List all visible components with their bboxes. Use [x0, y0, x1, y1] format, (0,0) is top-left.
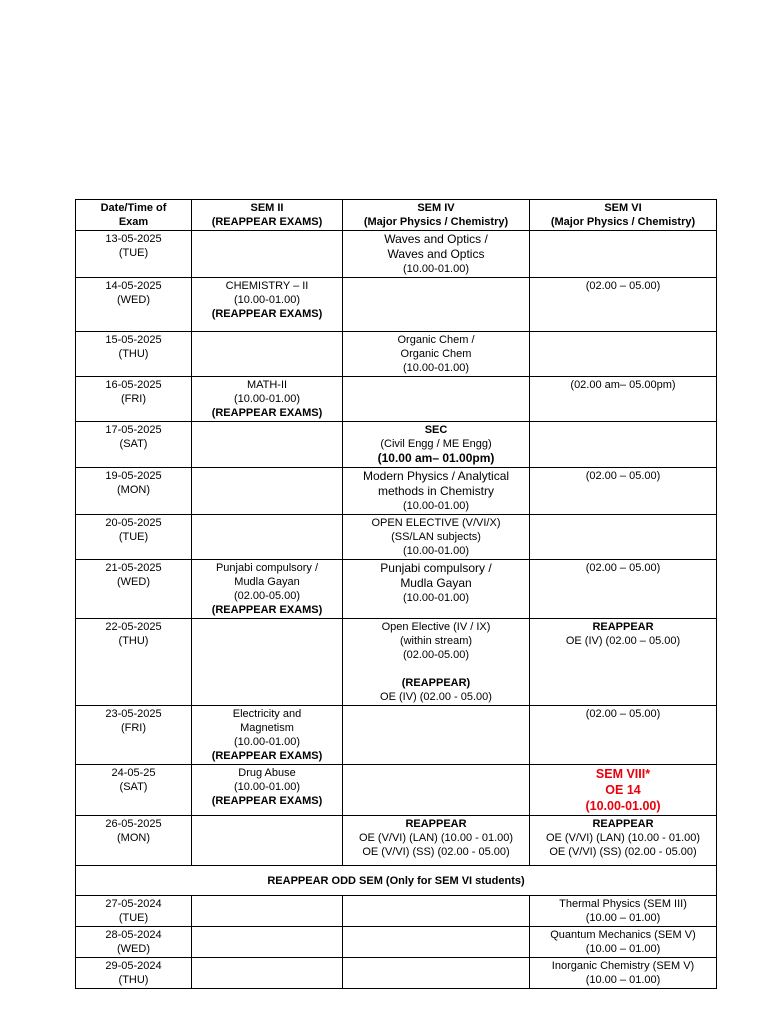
sem6-cell-line: Inorganic Chemistry (SEM V): [551, 960, 695, 972]
sem6-cell: [530, 278, 717, 332]
sem6-cell: [530, 515, 717, 560]
table-row: [76, 231, 717, 278]
sem2-cell-line: CHEMISTRY – II: [225, 280, 309, 292]
sem6-cell-line: OE (V/VI) (LAN) (10.00 - 01.00): [545, 832, 701, 844]
day-text: (THU): [118, 348, 149, 360]
sem4-cell-line: (within stream): [399, 635, 473, 647]
table-row: [76, 958, 717, 989]
sem6-cell: [530, 896, 717, 927]
sem4-cell: [343, 765, 530, 816]
date-text: 22-05-2025: [105, 621, 162, 633]
table-row: [76, 765, 717, 816]
day-text: (THU): [118, 635, 149, 647]
date-cell: [76, 468, 192, 515]
sem6-cell-line: (02.00 am– 05.00pm): [570, 379, 676, 391]
day-text: (MON): [117, 832, 150, 844]
table-row: [76, 706, 717, 765]
sem2-cell: [192, 896, 343, 927]
date-text: 29-05-2024: [105, 960, 162, 972]
sem4-cell-line: Open Elective (IV / IX): [381, 621, 491, 633]
sem6-cell: [530, 468, 717, 515]
sem6-cell: [530, 332, 717, 377]
sem6-cell: [530, 765, 717, 816]
sem2-cell-line: MATH-II: [246, 379, 288, 391]
sem4-cell: [343, 927, 530, 958]
sem6-cell: [530, 231, 717, 278]
sem4-cell-line: SEC: [424, 424, 448, 436]
table-row: [76, 927, 717, 958]
date-text: 24-05-25: [111, 767, 156, 779]
sem2-cell: [192, 958, 343, 989]
date-cell: [76, 619, 192, 706]
date-text: 17-05-2025: [105, 424, 162, 436]
sem6-cell-line: Thermal Physics (SEM III): [559, 898, 687, 910]
sem2-cell: [192, 468, 343, 515]
sem6-cell-line: (10.00 – 01.00): [585, 974, 661, 986]
sem2-cell-line: Punjabi compulsory /: [215, 562, 319, 574]
table-row: [76, 816, 717, 866]
sem4-cell: [343, 816, 530, 866]
day-text: (TUE): [118, 912, 149, 924]
table-row: [76, 896, 717, 927]
sem4-cell: [343, 278, 530, 332]
day-text: (TUE): [118, 531, 149, 543]
sem4-cell-line: OE (V/VI) (LAN) (10.00 - 01.00): [358, 832, 514, 844]
header-sem2: SEM II (REAPPEAR EXAMS): [192, 200, 343, 231]
date-text: 13-05-2025: [105, 233, 162, 245]
table-row: [76, 377, 717, 422]
sem6-cell-line: (10.00 – 01.00): [585, 943, 661, 955]
sem4-cell-line: methods in Chemistry: [377, 484, 495, 498]
sem4-cell-line: Punjabi compulsory /: [380, 561, 492, 575]
sem6-cell-line: (02.00 – 05.00): [585, 280, 661, 292]
day-text: (FRI): [120, 722, 147, 734]
date-cell: [76, 377, 192, 422]
sem4-cell-line: OE (V/VI) (SS) (02.00 - 05.00): [362, 846, 510, 858]
sem6-cell-line: (02.00 – 05.00): [585, 470, 661, 482]
sem2-cell-line: (REAPPEAR EXAMS): [211, 795, 323, 807]
sem2-cell-line: (10.00-01.00): [233, 294, 301, 306]
sem4-cell: [343, 958, 530, 989]
sem2-cell-line: (REAPPEAR EXAMS): [211, 750, 323, 762]
sem6-cell: [530, 816, 717, 866]
sem2-cell-line: Mudla Gayan: [234, 576, 300, 588]
sem4-cell-line: REAPPEAR: [405, 818, 467, 830]
table-row: [76, 332, 717, 377]
sem4-cell: [343, 422, 530, 468]
sem2-cell: [192, 422, 343, 468]
header-row: [76, 200, 717, 231]
sem2-cell-line: (02.00-05.00): [233, 590, 301, 602]
sem6-cell-line: (02.00 – 05.00): [585, 562, 661, 574]
day-text: (MON): [117, 484, 150, 496]
date-cell: [76, 816, 192, 866]
day-text: (SAT): [119, 781, 148, 793]
date-text: 28-05-2024: [105, 929, 162, 941]
sem4-cell-line: Organic Chem /: [397, 334, 475, 346]
sem4-cell: [343, 896, 530, 927]
sem4-cell-line: Organic Chem: [400, 348, 472, 360]
sem4-cell-line: OPEN ELECTIVE (V/VI/X): [371, 517, 501, 529]
date-cell: [76, 515, 192, 560]
header-sem6: SEM VI (Major Physics / Chemistry): [530, 200, 717, 231]
sem6-cell-line: OE (IV) (02.00 – 05.00): [565, 635, 681, 647]
date-text: 15-05-2025: [105, 334, 162, 346]
sem6-cell: [530, 377, 717, 422]
sem4-cell-line: (10.00-01.00): [402, 362, 470, 374]
sem6-cell: [530, 706, 717, 765]
date-text: 27-05-2024: [105, 898, 162, 910]
sem2-cell-line: (10.00-01.00): [233, 736, 301, 748]
sem2-cell-line: (10.00-01.00): [233, 781, 301, 793]
date-text: 16-05-2025: [105, 379, 162, 391]
sem4-cell-line: Mudla Gayan: [400, 576, 472, 590]
day-text: (FRI): [120, 393, 147, 405]
sem2-cell: [192, 560, 343, 619]
sem6-cell-line: OE (V/VI) (SS) (02.00 - 05.00): [549, 846, 697, 858]
sem2-cell: [192, 765, 343, 816]
sem4-cell-line: OE (IV) (02.00 - 05.00): [380, 691, 492, 703]
sem4-cell-line: Waves and Optics /: [384, 232, 488, 246]
sem2-cell: [192, 278, 343, 332]
sem6-cell-line: SEM VIII*: [595, 767, 651, 781]
sem4-cell-line: Modern Physics / Analytical: [362, 469, 510, 483]
sem4-cell: [343, 619, 530, 706]
sem4-cell: [343, 706, 530, 765]
day-text: (TUE): [118, 247, 149, 259]
date-cell: [76, 278, 192, 332]
sem4-cell-line: (10.00-01.00): [402, 545, 470, 557]
day-text: (THU): [118, 974, 149, 986]
sem2-cell: [192, 377, 343, 422]
date-text: 23-05-2025: [105, 708, 162, 720]
table-row: [76, 278, 717, 332]
date-cell: [76, 422, 192, 468]
sem6-cell-line: (10.00-01.00): [585, 799, 661, 813]
sem4-cell: [343, 515, 530, 560]
sem4-cell: [343, 231, 530, 278]
date-text: 26-05-2025: [105, 818, 162, 830]
sem4-cell-line: (10.00-01.00): [402, 263, 470, 275]
sem2-cell: [192, 706, 343, 765]
sem4-cell-line: (02.00-05.00): [402, 649, 470, 661]
day-text: (WED): [117, 576, 150, 588]
date-cell: [76, 896, 192, 927]
date-text: 14-05-2025: [105, 280, 162, 292]
sem2-cell-line: Electricity and: [232, 708, 302, 720]
sem2-cell-line: (REAPPEAR EXAMS): [211, 308, 323, 320]
date-cell: [76, 927, 192, 958]
sem2-cell-line: (REAPPEAR EXAMS): [211, 604, 323, 616]
sem4-cell-line: Waves and Optics: [387, 247, 485, 261]
sem6-cell-line: (10.00 – 01.00): [585, 912, 661, 924]
sem2-cell-line: (REAPPEAR EXAMS): [211, 407, 323, 419]
sem4-cell-line: (SS/LAN subjects): [391, 531, 481, 543]
sem2-cell-line: (10.00-01.00): [233, 393, 301, 405]
sem2-cell: [192, 816, 343, 866]
sem4-cell-line: (Civil Engg / ME Engg): [380, 438, 492, 450]
exam-schedule-table: [75, 199, 717, 989]
day-text: (WED): [117, 294, 150, 306]
sem2-cell: [192, 515, 343, 560]
sem6-cell-line: REAPPEAR: [592, 621, 654, 633]
date-cell: [76, 560, 192, 619]
sem4-cell: [343, 560, 530, 619]
sem4-cell-line: (10.00-01.00): [402, 592, 470, 604]
sem4-cell: [343, 468, 530, 515]
header-sem4: SEM IV (Major Physics / Chemistry): [343, 200, 530, 231]
sem2-cell-line: Magnetism: [240, 722, 294, 734]
sem6-cell: [530, 927, 717, 958]
date-cell: [76, 231, 192, 278]
date-cell: [76, 706, 192, 765]
section-row: [76, 866, 717, 896]
table-row: [76, 422, 717, 468]
sem4-cell-line: (REAPPEAR): [401, 677, 471, 689]
date-text: 21-05-2025: [105, 562, 162, 574]
sem6-cell: [530, 422, 717, 468]
date-cell: [76, 332, 192, 377]
date-text: 19-05-2025: [105, 470, 162, 482]
table-row: [76, 560, 717, 619]
sem6-cell: [530, 958, 717, 989]
sem4-cell-line: (10.00-01.00): [402, 500, 470, 512]
sem6-cell-line: REAPPEAR: [592, 818, 654, 830]
day-text: (WED): [117, 943, 150, 955]
date-cell: [76, 765, 192, 816]
header-date: Date/Time of Exam: [76, 200, 192, 231]
sem6-cell-line: Quantum Mechanics (SEM V): [550, 929, 696, 941]
sem4-cell: [343, 377, 530, 422]
sem6-cell-line: (02.00 – 05.00): [585, 708, 661, 720]
sem2-cell: [192, 927, 343, 958]
table-row: [76, 619, 717, 706]
date-cell: [76, 958, 192, 989]
table-row: [76, 468, 717, 515]
table-row: [76, 515, 717, 560]
sem2-cell: [192, 619, 343, 706]
sem6-cell: [530, 560, 717, 619]
sem6-cell: [530, 619, 717, 706]
sem6-cell-line: OE 14: [605, 783, 641, 797]
sem4-cell-line: (10.00 am– 01.00pm): [377, 451, 495, 465]
sem2-cell-line: Drug Abuse: [238, 767, 296, 779]
sem2-cell: [192, 231, 343, 278]
date-text: 20-05-2025: [105, 517, 162, 529]
day-text: (SAT): [119, 438, 148, 450]
sem4-cell: [343, 332, 530, 377]
sem2-cell: [192, 332, 343, 377]
section-title: REAPPEAR ODD SEM (Only for SEM VI students): [76, 866, 717, 896]
